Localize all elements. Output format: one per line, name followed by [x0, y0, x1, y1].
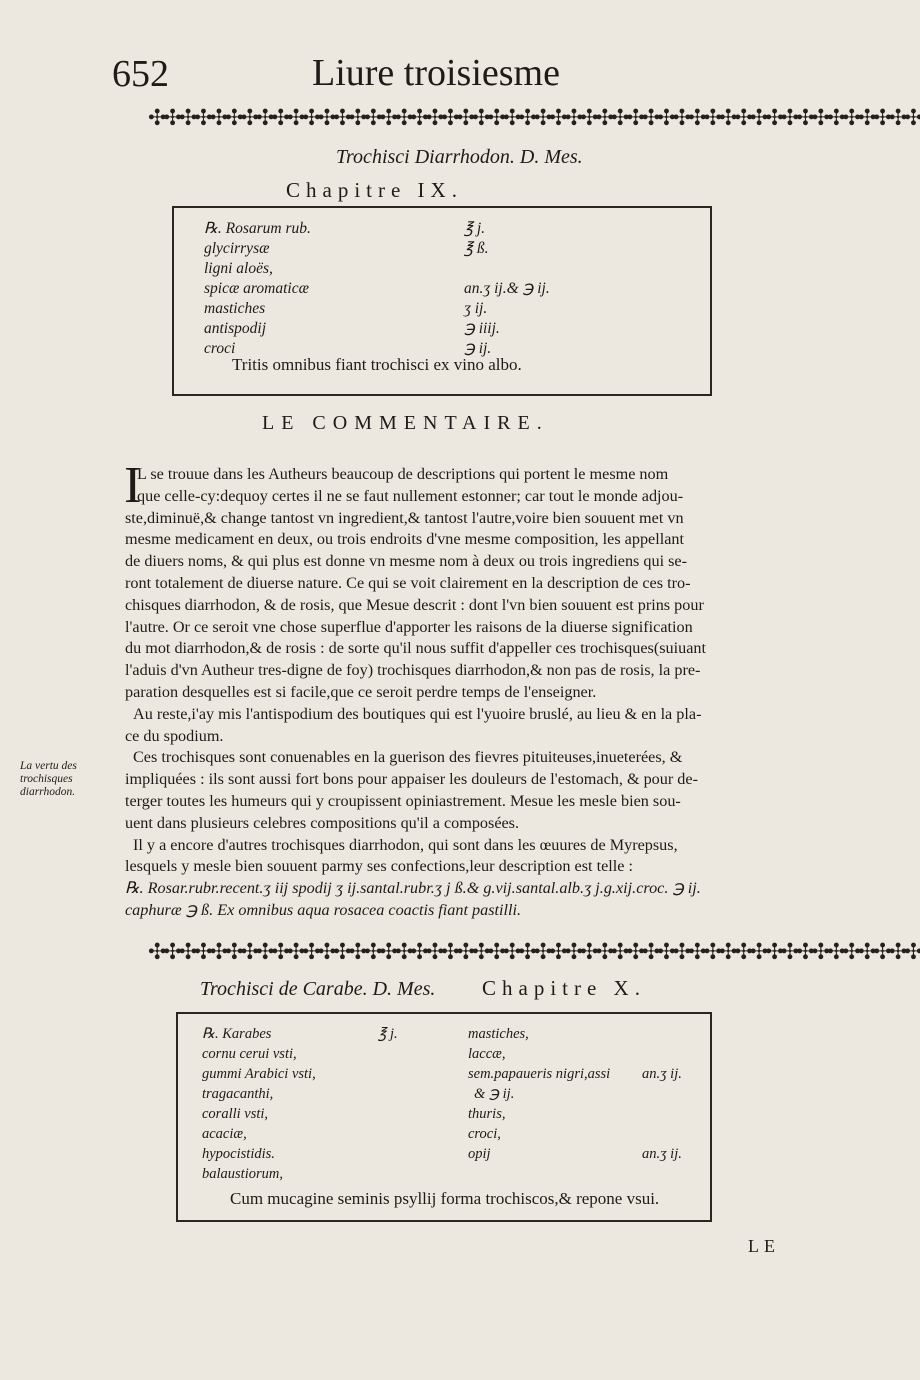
- chapter9-recipe-box: [172, 206, 712, 396]
- ornament-band-top: ✣✣✣✣✣✣✣✣✣✣✣✣✣✣✣✣✣✣✣✣✣✣✣✣✣✣✣✣✣✣✣✣✣✣✣✣✣✣✣✣✣✣✣✣✣✣✣✣✣✣: [148, 106, 920, 131]
- recipe-amount: ℈ ij.: [464, 340, 492, 357]
- recipe-ingredient: & ℈ ij.: [474, 1086, 515, 1102]
- ornament-band-bottom: ✣✣✣✣✣✣✣✣✣✣✣✣✣✣✣✣✣✣✣✣✣✣✣✣✣✣✣✣✣✣✣✣✣✣✣✣✣✣✣✣✣✣✣✣✣✣✣✣✣✣: [148, 940, 920, 965]
- commentary-line: ce du spodium.: [125, 726, 224, 745]
- recipe-ingredient: croci,: [468, 1126, 501, 1142]
- chapter10-recipe-box: [176, 1012, 712, 1222]
- commentary-line: du mot diarrhodon,& de rosis : de sorte qu'il nous suffit d'appeller ces trochisques(suiuant: [125, 639, 706, 658]
- chapter10-subtitle: Trochisci de Carabe. D. Mes.: [200, 978, 436, 1000]
- recipe-ingredient: tragacanthi,: [202, 1086, 274, 1102]
- recipe-amount: ʒ ij.: [464, 300, 488, 317]
- recipe-ingredient: acaciæ,: [202, 1126, 247, 1142]
- commentary-line: terger toutes les humeurs qui y croupissent opiniastrement. Mesue les mesle bien sou-: [125, 792, 681, 810]
- marginal-note: La vertu des trochisques diarrhodon.: [20, 760, 77, 798]
- recipe-ingredient: cornu cerui vsti,: [202, 1046, 297, 1062]
- recipe-ingredient: ligni aloës,: [204, 260, 273, 277]
- commentary-line: de diuers noms, & qui plus est donne vn mesme nom à deux ou trois ingrediens qui se-: [125, 552, 687, 571]
- recipe-ingredient: balaustiorum,: [202, 1166, 283, 1182]
- recipe-ingredient: hypocistidis.: [202, 1146, 275, 1162]
- recipe-ingredient: antispodij: [204, 320, 267, 337]
- running-title: Liure troisiesme: [312, 52, 560, 94]
- recipe-amount: an.ʒ ij.& ℈ ij.: [464, 280, 550, 297]
- commentary-line: ront totalement de diuerse nature. Ce qui se voit clairement en la description de ces tro-: [125, 574, 691, 592]
- commentary-line: Ces trochisques sont conuenables en la guerison des fievres pituiteuses,inueterées, &: [133, 748, 683, 767]
- recipe-ingredient: sem.papaueris nigri,assi: [468, 1066, 611, 1082]
- chapter9-heading: Chapitre IX.: [286, 178, 463, 202]
- recipe-ingredient: mastiches,: [468, 1026, 529, 1042]
- recipe-ingredient: laccæ,: [468, 1046, 506, 1062]
- commentary-line: chisques diarrhodon, & de rosis, que Mesue descrit : dont l'vn bien souuent est prins pour: [125, 595, 704, 614]
- chapter9-closing: Tritis omnibus fiant trochisci ex vino albo.: [232, 355, 522, 374]
- recipe-ingredient: croci: [204, 340, 236, 357]
- recipe-ingredient: opij: [468, 1146, 491, 1162]
- recipe-ingredient: coralli vsti,: [202, 1106, 269, 1122]
- chapter9-subtitle: Trochisci Diarrhodon. D. Mes.: [336, 146, 583, 168]
- recipe-amount: ℥ ß.: [464, 240, 489, 257]
- commentary-line: caphuræ ℈ ß. Ex omnibus aqua rosacea coactis fiant pastilli.: [125, 901, 522, 919]
- commentary-line: l'autre. Or ce seroit vne chose superflue d'apporter les raisons de la diuerse signification: [125, 617, 693, 636]
- recipe-amount: an.ʒ ij.: [642, 1146, 682, 1162]
- commentary-line: Il y a encore d'autres trochisques diarrhodon, qui sont dans les œuures de Myrepsus,: [133, 835, 678, 854]
- commentary-line: L se trouue dans les Autheurs beaucoup de descriptions qui portent le mesme nom: [137, 465, 669, 483]
- recipe-ingredient: ℞. Rosarum rub.: [204, 220, 311, 237]
- commentary-line: paration desquelles est si facile,que ce seroit perdre temps de l'enseigner.: [125, 683, 597, 701]
- commentary-line: Au reste,i'ay mis l'antispodium des boutiques qui est l'yuoire bruslé, au lieu & en la pla-: [133, 704, 702, 723]
- recipe-ingredient: thuris,: [468, 1106, 506, 1122]
- recipe-ingredient: spicæ aromaticæ: [204, 280, 309, 297]
- commentary-line: impliquées : ils sont aussi fort bons pour appaiser les douleurs de l'estomach, & pour de-: [125, 770, 698, 789]
- recipe-ingredient: gummi Arabici vsti,: [202, 1066, 316, 1082]
- recipe-amount: ℥ j.: [378, 1026, 398, 1042]
- recipe-ingredient: ℞. Karabes: [202, 1026, 272, 1042]
- recipe-amount: ℥ j.: [464, 220, 486, 237]
- commentary-line: lesquels y mesle bien souuent parmy ses confections,leur description est telle :: [125, 857, 633, 876]
- catchword: LE: [748, 1236, 780, 1256]
- commentary-heading: LE COMMENTAIRE.: [262, 412, 549, 434]
- commentary-line: mesme medicament en deux, ou trois endroits d'vne mesme composition, les appellant: [125, 530, 685, 549]
- page-number: 652: [112, 53, 169, 95]
- recipe-amount: an.ʒ ij.: [642, 1066, 682, 1082]
- commentary-line: que celle-cy:dequoy certes il ne se faut nullement estonner; car tout le monde adjou-: [137, 486, 684, 505]
- drop-capital: I: [124, 457, 142, 514]
- commentary-line: ste,diminuë,& change tantost vn ingredient,& tantost l'autre,voire bien souuent met vn: [125, 508, 684, 527]
- commentary-line: uent dans plusieurs celebres compositions qu'il a composées.: [125, 813, 520, 832]
- chapter10-closing: Cum mucagine seminis psyllij forma trochiscos,& repone vsui.: [230, 1189, 660, 1208]
- commentary-line: l'aduis d'vn Autheur tres-digne de foy) trochisques diarrhodon,& non pas de rosis, la pre-: [125, 661, 701, 680]
- recipe-amount: ℈ iiij.: [464, 320, 500, 337]
- recipe-ingredient: mastiches: [204, 300, 266, 317]
- recipe-ingredient: glycirrysæ: [204, 240, 270, 257]
- chapter10-heading: Chapitre X.: [482, 976, 646, 1000]
- commentary-line: ℞. Rosar.rubr.recent.ʒ iij spodij ʒ ij.santal.rubr.ʒ j ß.& g.vij.santal.alb.ʒ j.g.xij.croc. ℈ ij.: [125, 879, 701, 898]
